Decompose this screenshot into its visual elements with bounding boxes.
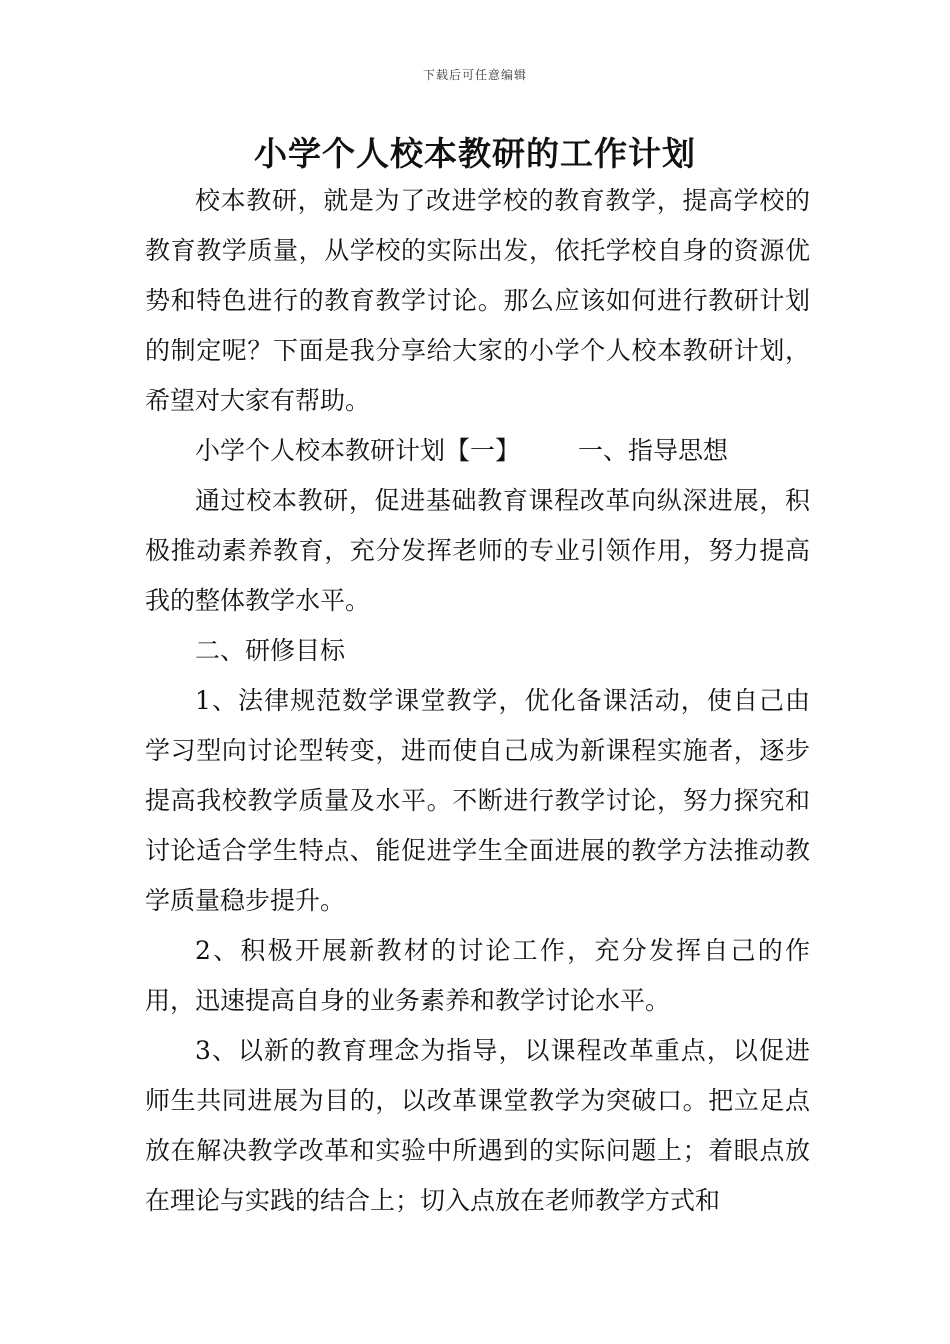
section1-paragraph: 通过校本教研，促进基础教育课程改革向纵深进展，积极推动素养教育，充分发挥老师的专业引领作用，努力提高我的整体教学水平。: [145, 486, 810, 615]
section1-heading: 一、指导思想: [578, 436, 729, 465]
document-body: [145, 176, 810, 1226]
section2-heading: 二、研修目标: [195, 636, 346, 665]
plan-heading: 小学个人校本教研计划【一】: [195, 436, 521, 465]
goal1-paragraph: 1、法律规范数学课堂教学，优化备课活动，使自己由学习型向讨论型转变，进而使自己成为新课程实施者，逐步提高我校教学质量及水平。不断进行教学讨论，努力探究和讨论适合学生特点、能促进学生全面进展的教学方法推动教学质量稳步提升。: [145, 686, 810, 915]
plan-heading-line: [145, 426, 810, 476]
goal3-paragraph: 3、以新的教育理念为指导，以课程改革重点，以促进师生共同进展为目的，以改革课堂教学为突破口。把立足点放在解决教学改革和实验中所遇到的实际问题上；着眼点放在理论与实践的结合上；切入点放在老师教学方式和: [145, 1036, 810, 1215]
header-note: 下载后可任意编辑: [422, 68, 527, 82]
goal2-paragraph: 2、积极开展新教材的讨论工作，充分发挥自己的作用，迅速提高自身的业务素养和教学讨论水平。: [145, 936, 810, 1015]
document-title: 小学个人校本教研的工作计划: [254, 134, 696, 173]
intro-paragraph: 校本教研，就是为了改进学校的教育教学，提高学校的教育教学质量，从学校的实际出发，依托学校自身的资源优势和特色进行的教育教学讨论。那么应该如何进行教研计划的制定呢？下面是我分享给大家的小学个人校本教研计划，希望对大家有帮助。: [145, 186, 810, 415]
